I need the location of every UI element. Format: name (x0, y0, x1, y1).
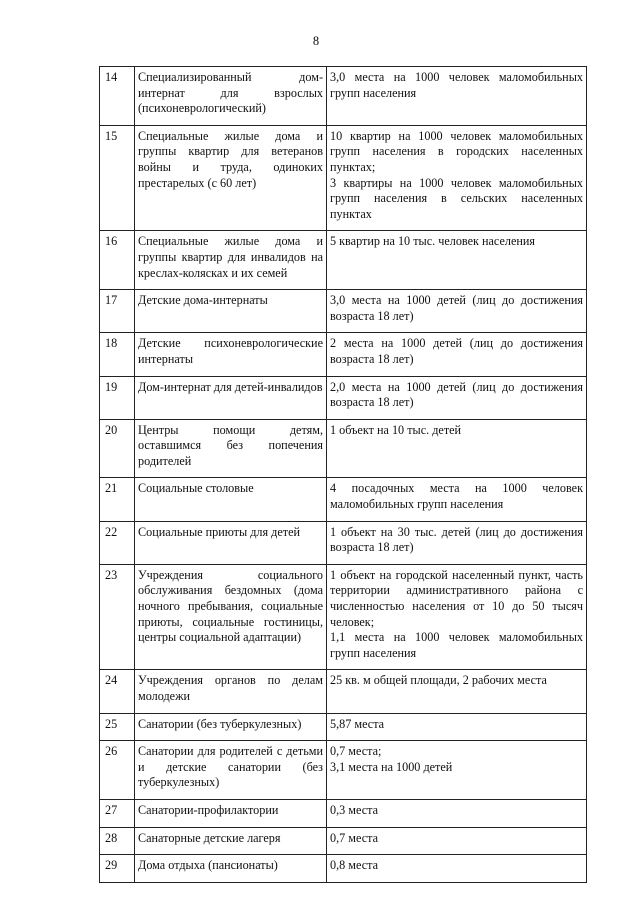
row-number-cell: 29 (100, 855, 135, 883)
row-number-cell: 28 (100, 827, 135, 855)
norm-line: 4 посадочных места на 1000 человек маломобильных групп населения (330, 481, 583, 512)
facility-name-cell: Санатории (без туберкулезных) (135, 713, 327, 741)
norm-cell (327, 713, 587, 741)
table-row (100, 333, 587, 376)
norm-cell (327, 478, 587, 521)
facility-name-cell: Санатории для родителей с детьми и детские санатории (без туберкулезных) (135, 741, 327, 800)
facility-name-cell: Социальные приюты для детей (135, 521, 327, 564)
norm-line: 0,7 места (330, 830, 379, 845)
table-row (100, 564, 587, 670)
norm-line: 2 места на 1000 детей (лиц до достижения возраста 18 лет) (330, 336, 583, 366)
facility-name-cell: Специальные жилые дома и группы квартир для инвалидов на креслах-колясках и их семей (135, 231, 327, 290)
table-row (100, 478, 587, 521)
norm-line: 25 кв. м общей площади, 2 рабочих места (330, 673, 547, 688)
facility-name-cell: Дом-интернат для детей-инвалидов (135, 376, 327, 419)
norm-cell (327, 564, 587, 670)
row-number-cell: 24 (100, 670, 135, 713)
norm-cell (327, 125, 587, 231)
facility-name-cell: Детские дома-интернаты (135, 290, 327, 333)
table-row (100, 125, 587, 231)
norm-line: 1 объект на 10 тыс. детей (330, 422, 462, 437)
table-row (100, 670, 587, 713)
norm-cell (327, 741, 587, 800)
row-number-cell: 18 (100, 333, 135, 376)
norm-line: 0,8 места (330, 858, 379, 873)
norm-line: 1 объект на 30 тыс. детей (лиц до достижения возраста 18 лет) (330, 524, 583, 555)
row-number-cell: 23 (100, 564, 135, 670)
table-row (100, 521, 587, 564)
row-number-cell: 26 (100, 741, 135, 800)
facility-name-cell: Санатории-профилактории (135, 799, 327, 827)
norm-cell (327, 521, 587, 564)
norms-table-body (100, 67, 587, 883)
table-row (100, 290, 587, 333)
page-number: 8 (312, 34, 320, 48)
table-row (100, 713, 587, 741)
norm-line: 5 квартир на 10 тыс. человек населения (330, 234, 536, 249)
row-number-cell: 16 (100, 231, 135, 290)
table-row (100, 419, 587, 478)
table-row (100, 376, 587, 419)
norm-cell (327, 419, 587, 478)
table-row (100, 67, 587, 126)
facility-name-cell: Детские психоневрологические интернаты (135, 333, 327, 376)
facility-name-cell: Учреждения социального обслуживания бездомных (дома ночного пребывания, социальные приюты, социальные гостиницы, центры социальной адаптации) (135, 564, 327, 670)
table-row (100, 741, 587, 800)
norm-cell (327, 67, 587, 126)
row-number-cell: 20 (100, 419, 135, 478)
norm-line: 3,1 места на 1000 детей (330, 759, 453, 774)
norm-line: 3,0 места на 1000 человек маломобильных групп населения (330, 70, 583, 100)
facility-name-cell: Учреждения органов по делам молодежи (135, 670, 327, 713)
norm-line: 0,7 места; (330, 744, 382, 759)
row-number-cell: 21 (100, 478, 135, 521)
norms-table (99, 66, 587, 883)
norm-cell (327, 231, 587, 290)
norm-line: 1 объект на городской населенный пункт, часть территории административного района с численностью населения от 10 до 50 тысяч человек; (330, 567, 583, 629)
facility-name-cell: Дома отдыха (пансионаты) (135, 855, 327, 883)
norm-line: 0,3 места (330, 802, 379, 817)
facility-name-cell: Социальные столовые (135, 478, 327, 521)
row-number-cell: 22 (100, 521, 135, 564)
table-row (100, 855, 587, 883)
norm-line: 3 квартиры на 1000 человек маломобильных групп населения в сельских населенных пунктах (330, 175, 583, 221)
row-number-cell: 19 (100, 376, 135, 419)
row-number-cell: 15 (100, 125, 135, 231)
norm-cell (327, 333, 587, 376)
facility-name-cell: Санаторные детские лагеря (135, 827, 327, 855)
row-number-cell: 17 (100, 290, 135, 333)
norm-cell (327, 376, 587, 419)
facility-name-cell: Специальные жилые дома и группы квартир для ветеранов войны и труда, одиноких престарелых (с 60 лет) (135, 125, 327, 231)
norm-cell (327, 855, 587, 883)
norm-line: 1,1 места на 1000 человек маломобильных групп населения (330, 630, 583, 660)
table-row (100, 231, 587, 290)
norm-line: 5,87 места (330, 716, 385, 731)
norm-line: 10 квартир на 1000 человек маломобильных групп населения в городских населенных пунктах; (330, 128, 583, 174)
facility-name-cell: Специализированный дом-интернат для взрослых (психоневрологический) (135, 67, 327, 126)
facility-name-cell: Центры помощи детям, оставшимся без попечения родителей (135, 419, 327, 478)
row-number-cell: 25 (100, 713, 135, 741)
row-number-cell: 27 (100, 799, 135, 827)
norm-line: 2,0 места на 1000 детей (лиц до достижения возраста 18 лет) (330, 379, 583, 410)
norm-cell (327, 799, 587, 827)
table-row (100, 799, 587, 827)
table-row (100, 827, 587, 855)
norm-cell (327, 670, 587, 713)
norm-line: 3,0 места на 1000 детей (лиц до достижения возраста 18 лет) (330, 293, 583, 323)
norm-cell (327, 827, 587, 855)
row-number-cell: 14 (100, 67, 135, 126)
norm-cell (327, 290, 587, 333)
